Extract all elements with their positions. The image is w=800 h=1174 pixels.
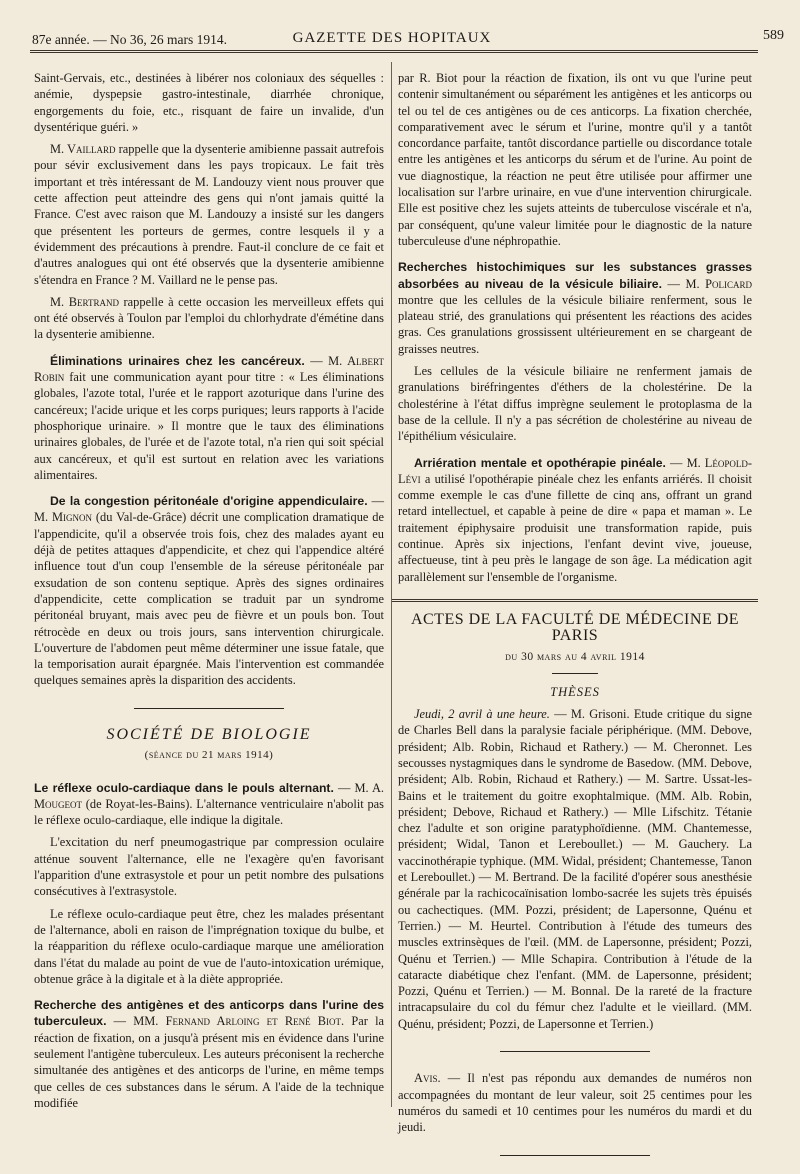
left-column — [34, 70, 384, 1117]
section-heading: Recherche des antigènes et des anticorps dans l'urine des tuberculeux. — [34, 998, 384, 1029]
issue-info: 87e année. — No 36, 26 mars 1914. — [32, 32, 227, 47]
section-heading: Recherches histochimiques sur les substances grasses absorbées au niveau de la vésicule biliaire. — [398, 260, 752, 291]
avis-notice: Avis. — Il n'est pas répondu aux demandes de numéros non accompagnées du montant de leur valeur, soit 25 centimes pour les numéros du samedi et 10 centimes pour les numéros du mardi et du jeudi. — [398, 1071, 752, 1135]
section-histochimiques: Recherches histochimiques sur les substances grasses absorbées au niveau de la vésicule biliaire. — M. Policard montre que les cellules de la vésicule biliaire renferment, sous le plateau strié, des granulations qui présentent les réactions des acides gras. Ces granulations grossissent ultérieurement en se chargeant de graisses neutres. — [398, 260, 752, 356]
header-rule — [30, 50, 758, 53]
page-number: 589 — [763, 28, 784, 43]
paragraph: L'excitation du nerf pneumogastrique par compression oculaire atténue souvent l'alternance, elle ne l'exagère qu'en favorisant l'apparition d'une extrasystole et pour un petit nombre des pulsations consécutives à l'extrasystole. — [34, 835, 384, 899]
page-header — [30, 26, 784, 50]
double-rule — [392, 599, 758, 602]
section-heading: Arriération mentale et opothérapie pinéale. — [414, 455, 666, 470]
section-eliminations: Éliminations urinaires chez les cancéreux. — M. Albert Robin fait une communication ayant pour titre : « Les éliminations globales, l'azote total, l'urée et le rapport azoturique dans l'urine des cancéreux; l'acide urique et les corps puriques; leurs rapports à l'acide phosphorique urinaire. » Il montre que le taux des éliminations urinaires globales, de l'urée et de l'azote total, n'a rien qui soit spécial aux cancéreux, et qu'il est surtout en relation avec les variations alimentaires. — [34, 353, 384, 482]
paragraph: M. Vaillard rappelle que la dysenterie amibienne passait autrefois pour sévir exclusivement dans les pays tropicaux. Le fait très important et très intéressant de M. Landouzy vient nous prouver que cette affection peut atteindre des gens qui n'ont jamais quitté la France. C'est avec raison que M. Landouzy a insisté sur les dangers que présentent les porteurs de germes, contre lesquels il y a évidemment des précautions à prendre. Faut-il conclure de ce fait et d'autres analogues qui ont été observés que la dysenterie amibienne s'étendra en France ? M. Vaillard ne le pense pas. — [34, 142, 384, 287]
paragraph: M. Bertrand rappelle à cette occasion les merveilleux effets qui ont été observés à Toulon par l'emploi du chlorhydrate d'émétine dans la dysenterie amibienne. — [34, 294, 385, 342]
session-date: (séance du 21 mars 1914) — [144, 749, 274, 762]
theses-heading: THÈSES — [550, 684, 600, 699]
ornament-divider — [34, 701, 384, 717]
section-congestion: De la congestion péritonéale d'origine appendiculaire. — M. Mignon (du Val-de-Grâce) décrit une complication dramatique de l'appendicite, qu'il a observée trois fois, chez des malades ayant eu déjà de petites attaques d'appendicite, et chez qui l'appendice altéré influence tout d'un coup l'ensemble de la séreuse péritonéale par exsudation de son contenu septique. Après des signes ordinaires d'appendicite, cette complication se traduit par un syndrome péritonéal bruyant, mais avec peu de fièvre et un pouls bon. Tout rétrocède en deux ou trois jours, sans intervention chirurgicale. L'ouverture de l'abdomen peut même déterminer une issue fatale, que la temporisation aurait épargnée. Mais l'intervention est commandée quelques semaines après la disparition des accidents. — [34, 494, 384, 688]
paragraph: par R. Biot pour la réaction de fixation, ils ont vu que l'urine peut contenir simultanément ou séparément les antigènes et les anticorps ou tel ou tel de ces antigènes ou de ces anticorps. La fixation cherchée, comparativement avec le sérum et l'urine, montre qu'il y a tantôt concordance parfaite, tantôt discordance partielle ou discordance totale entre les antigènes et les anticorps du sérum et de l'urine. Au point de vue diagnostique, la réaction ne peut être utilisée pour affirmer une localisation sur l'arbre urinaire, en vue d'une intervention chirurgicale. Elle est positive chez les sujets atteints de tuberculose viscérale et n'a, par conséquent, qu'une valeur limitée pour le diagnostic de la nature tuberculeuse d'une néphropathie. — [398, 71, 752, 248]
paragraph: Les cellules de la vésicule biliaire ne renferment jamais de granulations biréfringentes d'éthers de la cholestérine. De la cholestérine à l'état diffus imprègne seulement le protoplasma de la base de la cellule. Il n'y a pas sécrétion de cholestérine au niveau de l'épithélium vésiculaire. — [398, 364, 752, 444]
short-rule — [552, 673, 598, 674]
faculty-dates: du 30 mars au 4 avril 1914 — [505, 650, 645, 663]
column-divider — [391, 62, 392, 1107]
section-heading: Le réflexe oculo-cardiaque dans le pouls alternant. — [34, 780, 334, 795]
right-column — [398, 70, 752, 1174]
section-antigenes: Recherche des antigènes et des anticorps dans l'urine des tuberculeux. — MM. Fernand Arloing et René Biot. Par la réaction de fixation, on a jusqu'à présent mis en évidence dans l'urine seulement l'antigène tuberculeux. Les auteurs préconisent la recherche simultanée des antigènes et des anticorps de l'urine, en même temps que celles de ces substances dans le sérum. A l'aide de la technique modifiée — [34, 998, 385, 1110]
journal-title: GAZETTE DES HOPITAUX — [292, 30, 492, 46]
faculty-title: ACTES DE LA FACULTÉ DE MÉDECINE DE PARIS — [410, 610, 740, 645]
section-reflexe: Le réflexe oculo-cardiaque dans le pouls alternant. — M. A. Mougeot (de Royat-les-Bains). L'alternance ventriculaire n'abolit pas le réflexe oculo-cardiaque, elle indique la digitale. — [34, 780, 384, 828]
ornament-divider — [398, 1044, 752, 1060]
theses-list: Jeudi, 2 avril à une heure. — M. Grisoni. Etude critique du signe de Charles Bell dans la paralysie faciale périphérique. (MM. Debove, président; Alb. Robin, Richaud et Rathery.) — M. Cheronnet. Les secousses nystagmiques dans le syndrome de Basedow. (MM. Debove, président; Alb. Robin, Richaud et Rathery.) — M. Sartre. Ussat-les-Bains et le traitement du goitre exophtalmique. (MM. Alb. Robin, président; Debove, Richaud et Rathery.) — Mlle Lifschitz. Tétanie chez l'adulte et son origine paratyphoïdienne. (MM. Chantemesse, président; Widal, Tanon et Lereboullet.) — M. Gauchery. La vaccinothérapie typhique. (MM. Widal, président; Chantemesse, Tanon et Lereboullet.) — M. Bertrand. De la facilité d'opérer sous anesthésie générale par la rachicocaïnisation lombo-sacrée les sujets très épuisés ou cachectiques. (MM. Pozzi, président; de Lapersonne, Quénu et Terrien.) — M. Heurtel. Contribution à l'étude des tumeurs des muscles extrinsèques de l'œil. (MM. de Lapersonne, président; Pozzi, Quénu et Terrien.) — Mlle Schapira. Contribution à l'étude de la cataracte diabétique chez l'enfant. (MM. de Lapersonne, président; Pozzi, Quénu et Terrien.) — M. Bonnal. De la rareté de la fracture intracapsulaire du col du fémur chez l'adulte et le vieillard. (MM. Quénu, président; Pozzi, de Lapersonne et Terrien.) — [398, 707, 753, 1031]
society-title: SOCIÉTÉ DE BIOLOGIE — [106, 725, 312, 743]
section-arriération: Arriération mentale et opothérapie pinéale. — M. Léopold-Lévi a utilisé l'opothérapie pinéale chez les enfants arriérés. Il choisit comme exemple le cas d'une fillette de cinq ans, offrant un grand retard intellectuel, et capable à peine de dire « papa et maman ». Le traitement épiphysaire produisit une transformation rapide, puis continue. Après six injections, l'enfant devint vive, joueuse, affectueuse, tint à peu près le langage de son âge. La médication agit parallèlement sur l'ensemble de l'organisme. — [398, 455, 752, 584]
paragraph: Saint-Gervais, etc., destinées à libérer nos coloniaux des séquelles : anémie, dyspepsie gastro-intestinale, diarrhée chronique, engorgements du foie, etc., risquant de faire un invalide, d'un dysentérique guéri. » — [34, 71, 384, 134]
ornament-divider — [398, 1148, 752, 1164]
paragraph: Le réflexe oculo-cardiaque peut être, chez les malades présentant de l'alternance, aboli en raison de l'imprégnation toxique du bulbe, et la réapparition du réflexe oculo-cardiaque marque une amélioration dans l'état du malade au point de vue de l'auto-intoxication urémique, obtenue grâce à la digitale et à la diète appropriée. — [34, 906, 384, 986]
section-heading: Éliminations urinaires chez les cancéreux. — [50, 353, 305, 368]
section-heading: De la congestion péritonéale d'origine appendiculaire. — [50, 494, 368, 509]
